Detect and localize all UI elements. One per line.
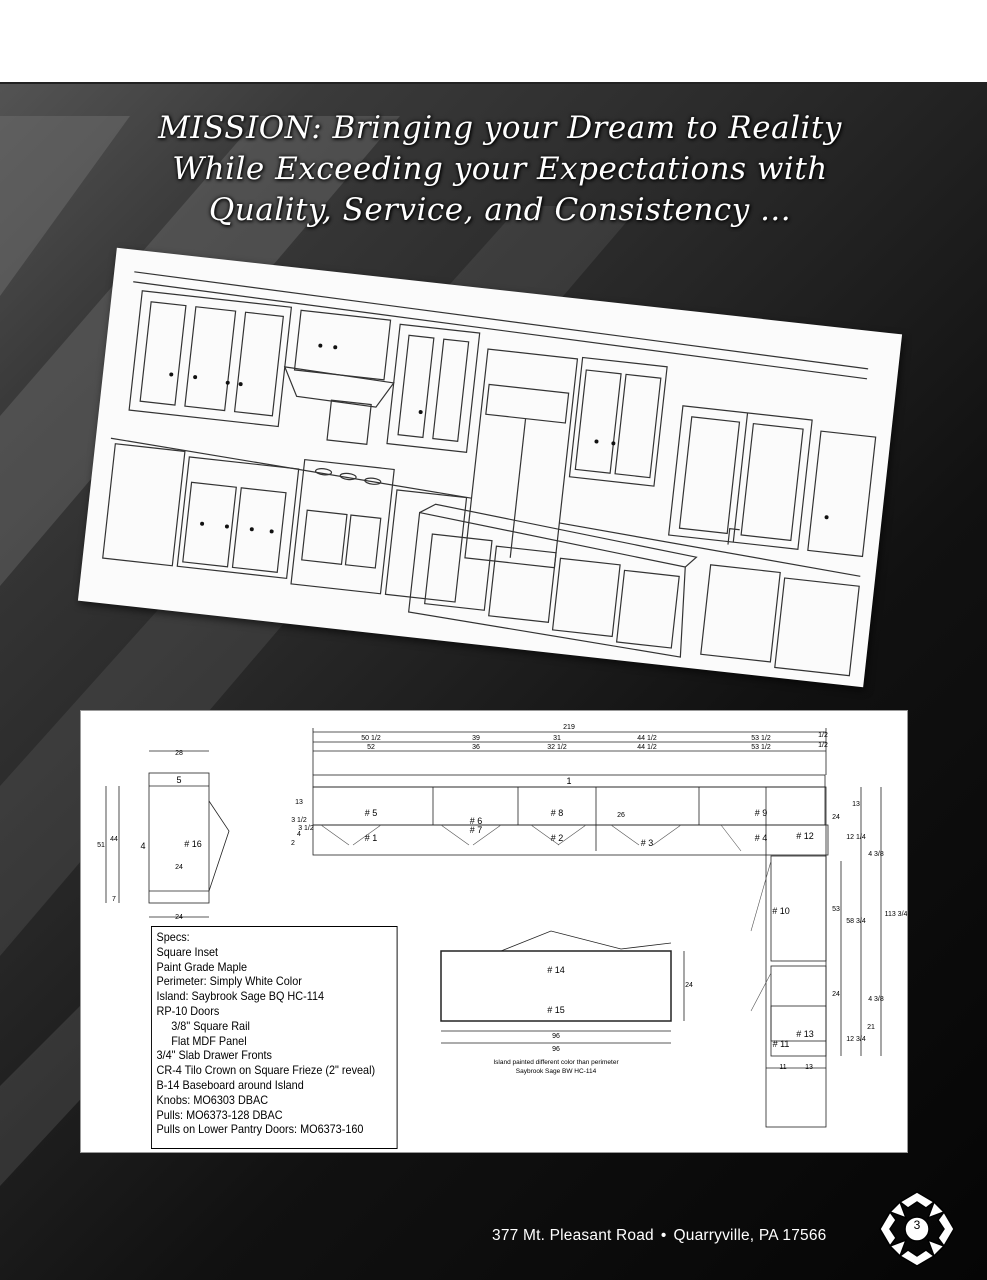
spec-line-indented: Flat MDF Panel [171, 1033, 247, 1048]
plan-label-6: # 6 [469, 816, 483, 826]
mission-line-1: MISSION: Bringing your Dream to Reality [158, 110, 842, 146]
plan-label-15: # 15 [547, 1005, 565, 1015]
right-dim-12-1-4: 12 1/4 [846, 834, 866, 841]
plan-label-8: # 8 [550, 808, 564, 818]
side-h7: 7 [112, 896, 116, 903]
left-dim-4: 4 [297, 831, 301, 838]
spec-line: Knobs: MO6303 DBAC [156, 1092, 269, 1107]
right-dim-12-3-4: 12 3/4 [846, 1036, 866, 1043]
plan-label-14: # 14 [547, 965, 565, 975]
dim-r1-c: 31 [553, 735, 561, 742]
floor-plan-card [80, 710, 908, 1153]
bottom-dim-13: 13 [805, 1064, 813, 1071]
spec-line: CR-4 Tilo Crown on Square Frieze (2" reveal) [156, 1063, 376, 1078]
plan-label-13: # 13 [796, 1029, 814, 1039]
side-label-16: # 16 [184, 839, 202, 849]
mission-line-3: Quality, Service, and Consistency ... [208, 192, 792, 228]
mission-statement [120, 108, 880, 231]
island-note-1: Island painted different color than perimeter [493, 1059, 619, 1066]
plan-label-7: # 7 [469, 825, 483, 835]
right-dim-58-3-4: 58 3/4 [846, 918, 866, 925]
side-h51: 51 [97, 842, 105, 849]
left-dim-a: 3 1/2 [291, 817, 307, 824]
side-w24b: 24 [175, 914, 183, 921]
island-note-2: Saybrook Sage BW HC-114 [515, 1068, 597, 1075]
right-dim-113-3-4: 113 3/4 [884, 911, 908, 918]
side-top-dim: 28 [175, 750, 183, 757]
spec-line-indented: 3/8" Square Rail [171, 1018, 250, 1033]
plan-label-9: # 9 [754, 808, 768, 818]
right-dim-24b: 24 [832, 991, 840, 998]
mid-dim-26: 26 [617, 812, 625, 819]
spec-line: 3/4" Slab Drawer Fronts [156, 1048, 272, 1063]
spec-line: Paint Grade Maple [156, 959, 248, 974]
page-number: 3 [913, 1218, 921, 1232]
right-dim-53: 53 [832, 906, 840, 913]
plan-label-3: # 3 [640, 838, 654, 848]
spec-line: Pulls on Lower Pantry Doors: MO6373-160 [156, 1122, 364, 1137]
island-width-1: 96 [552, 1033, 560, 1040]
dim-r1-a: 50 1/2 [361, 735, 381, 742]
spec-line: B-14 Baseboard around Island [156, 1077, 304, 1092]
dim-r2-a: 52 [367, 744, 375, 751]
plan-label-2: # 2 [550, 833, 564, 843]
dim-r2-f: 1/2 [818, 742, 828, 749]
side-label-5: 5 [176, 775, 182, 785]
dim-r2-b: 36 [472, 744, 480, 751]
spec-line: Island: Saybrook Sage BQ HC-114 [156, 989, 325, 1004]
left-dim-b: 3 1/2 [298, 825, 314, 832]
dim-r1-f: 1/2 [818, 732, 828, 739]
bottom-dim-11: 11 [779, 1064, 787, 1071]
dim-r2-d: 44 1/2 [637, 744, 657, 751]
left-dim-2: 2 [291, 840, 295, 847]
right-dim-4-3-8a: 4 3/8 [868, 851, 884, 858]
side-w24a: 24 [175, 864, 183, 871]
specs-title: Specs: [156, 930, 190, 944]
spec-line: Pulls: MO6373-128 DBAC [156, 1107, 283, 1122]
address-street: 377 Mt. Pleasant Road [492, 1227, 654, 1244]
island-height: 24 [685, 982, 693, 989]
right-dim-13: 13 [852, 801, 860, 808]
dim-r2-e: 53 1/2 [751, 744, 771, 751]
dim-r1-e: 53 1/2 [751, 735, 771, 742]
address-city: Quarryville, PA 17566 [673, 1227, 827, 1244]
plan-label-12: # 12 [796, 831, 814, 841]
plan-label-10: # 10 [772, 906, 790, 916]
side-label-4: 4 [140, 841, 146, 851]
dim-r2-c: 32 1/2 [547, 744, 567, 751]
island-width-2: 96 [552, 1046, 560, 1053]
dim-total: 219 [563, 724, 575, 731]
side-h44: 44 [110, 836, 118, 843]
plan-label-4: # 4 [754, 833, 768, 843]
right-dim-4-3-8b: 4 3/8 [868, 996, 884, 1003]
right-dim-24a: 24 [832, 814, 840, 821]
plan-label-1b: # 1 [364, 833, 378, 843]
specs-box [151, 926, 398, 1149]
spec-line: Square Inset [156, 944, 219, 959]
spec-line: Perimeter: Simply White Color [156, 974, 302, 989]
spec-line: RP-10 Doors [156, 1003, 220, 1018]
top-white-band [0, 0, 987, 84]
address-separator: • [660, 1227, 667, 1244]
right-dim-21: 21 [867, 1024, 875, 1031]
plan-label-11: # 11 [772, 1039, 790, 1049]
dim-r1-b: 39 [472, 735, 480, 742]
plan-label-1: 1 [566, 776, 572, 786]
mission-line-2: While Exceeding your Expectations with [172, 151, 828, 187]
footer-address [492, 1227, 852, 1245]
plan-label-5: # 5 [364, 808, 378, 818]
left-dim-13: 13 [295, 799, 303, 806]
dim-r1-d: 44 1/2 [637, 735, 657, 742]
